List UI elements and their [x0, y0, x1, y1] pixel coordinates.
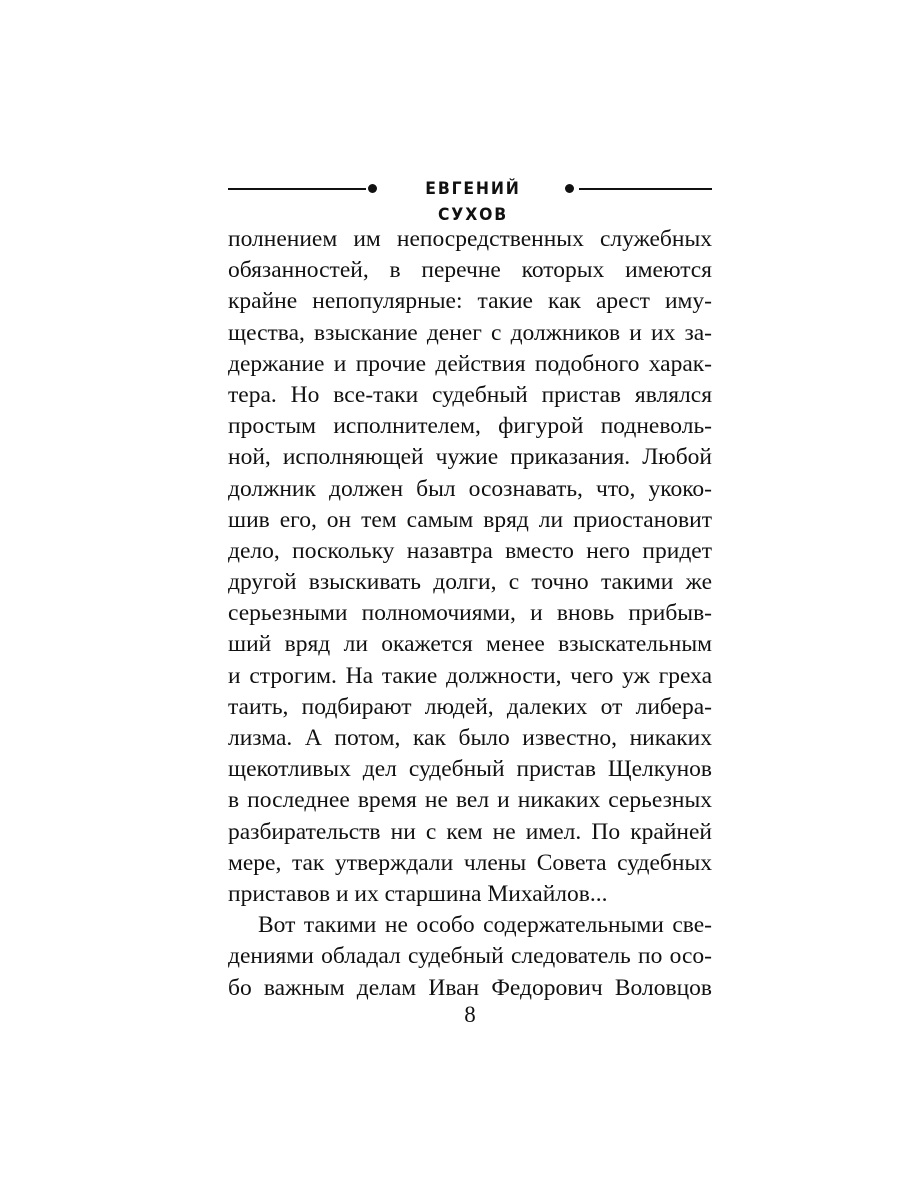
header-bullet-right	[565, 184, 574, 193]
header-rule-left	[228, 188, 366, 190]
text-line: крайне непопулярные: такие как арест иму-	[228, 288, 712, 315]
header-rule-right	[579, 188, 712, 190]
text-line: тера. Но все-таки судебный пристав являлся	[228, 381, 712, 408]
text-line: разбирательств ни с кем не имел. По крайней	[228, 818, 712, 845]
text-line: бо важным делам Иван Федорович Воловцов	[228, 974, 712, 1001]
text-line: приставов и их старшина Михайлов...	[228, 880, 608, 907]
text-line: серьезными полномочиями, и вновь прибыв-	[228, 600, 712, 627]
body-text	[228, 224, 712, 1004]
text-line: простым исполнителем, фигурой подневоль-	[228, 413, 712, 440]
text-line: лизма. А потом, как было известно, никаких	[228, 725, 712, 751]
text-line: шив его, он тем самым вряд ли приостановит	[228, 506, 712, 533]
text-line: дениями обладал судебный следователь по осо-	[228, 943, 712, 970]
text-line: должник должен был осознавать, что, укоко-	[228, 475, 712, 502]
text-line: и строгим. На такие должности, чего уж греха	[228, 662, 712, 689]
page-number: 8	[464, 1002, 476, 1027]
header-bullet-left	[368, 184, 377, 193]
running-head	[228, 176, 712, 225]
text-line: другой взыскивать долги, с точно такими же	[228, 569, 712, 596]
running-head-author: ЕВГЕНИЙ СУХОВ	[425, 179, 521, 225]
text-line: щества, взыскание денег с должников и их за-	[228, 319, 712, 346]
text-line: в последнее время не вел и никаких серьезных	[228, 787, 712, 814]
text-line: таить, подбирают людей, далеких от либера-	[228, 693, 712, 720]
text-line: держание и прочие действия подобного харак-	[228, 350, 712, 377]
text-line: ший вряд ли окажется менее взыскательным	[228, 631, 712, 658]
text-line: Вот такими не особо содержательными све-	[258, 912, 712, 939]
text-line: обязанностей, в перечне которых имеются	[228, 257, 712, 284]
text-line: мере, так утверждали члены Совета судебных	[228, 849, 712, 876]
text-line: щекотливых дел судебный пристав Щелкунов	[228, 756, 712, 783]
text-line: дело, поскольку назавтра вместо него придет	[228, 537, 712, 564]
text-line: ной, исполняющей чужие приказания. Любой	[228, 444, 712, 471]
text-line: полнением им непосредственных служебных	[228, 226, 712, 252]
